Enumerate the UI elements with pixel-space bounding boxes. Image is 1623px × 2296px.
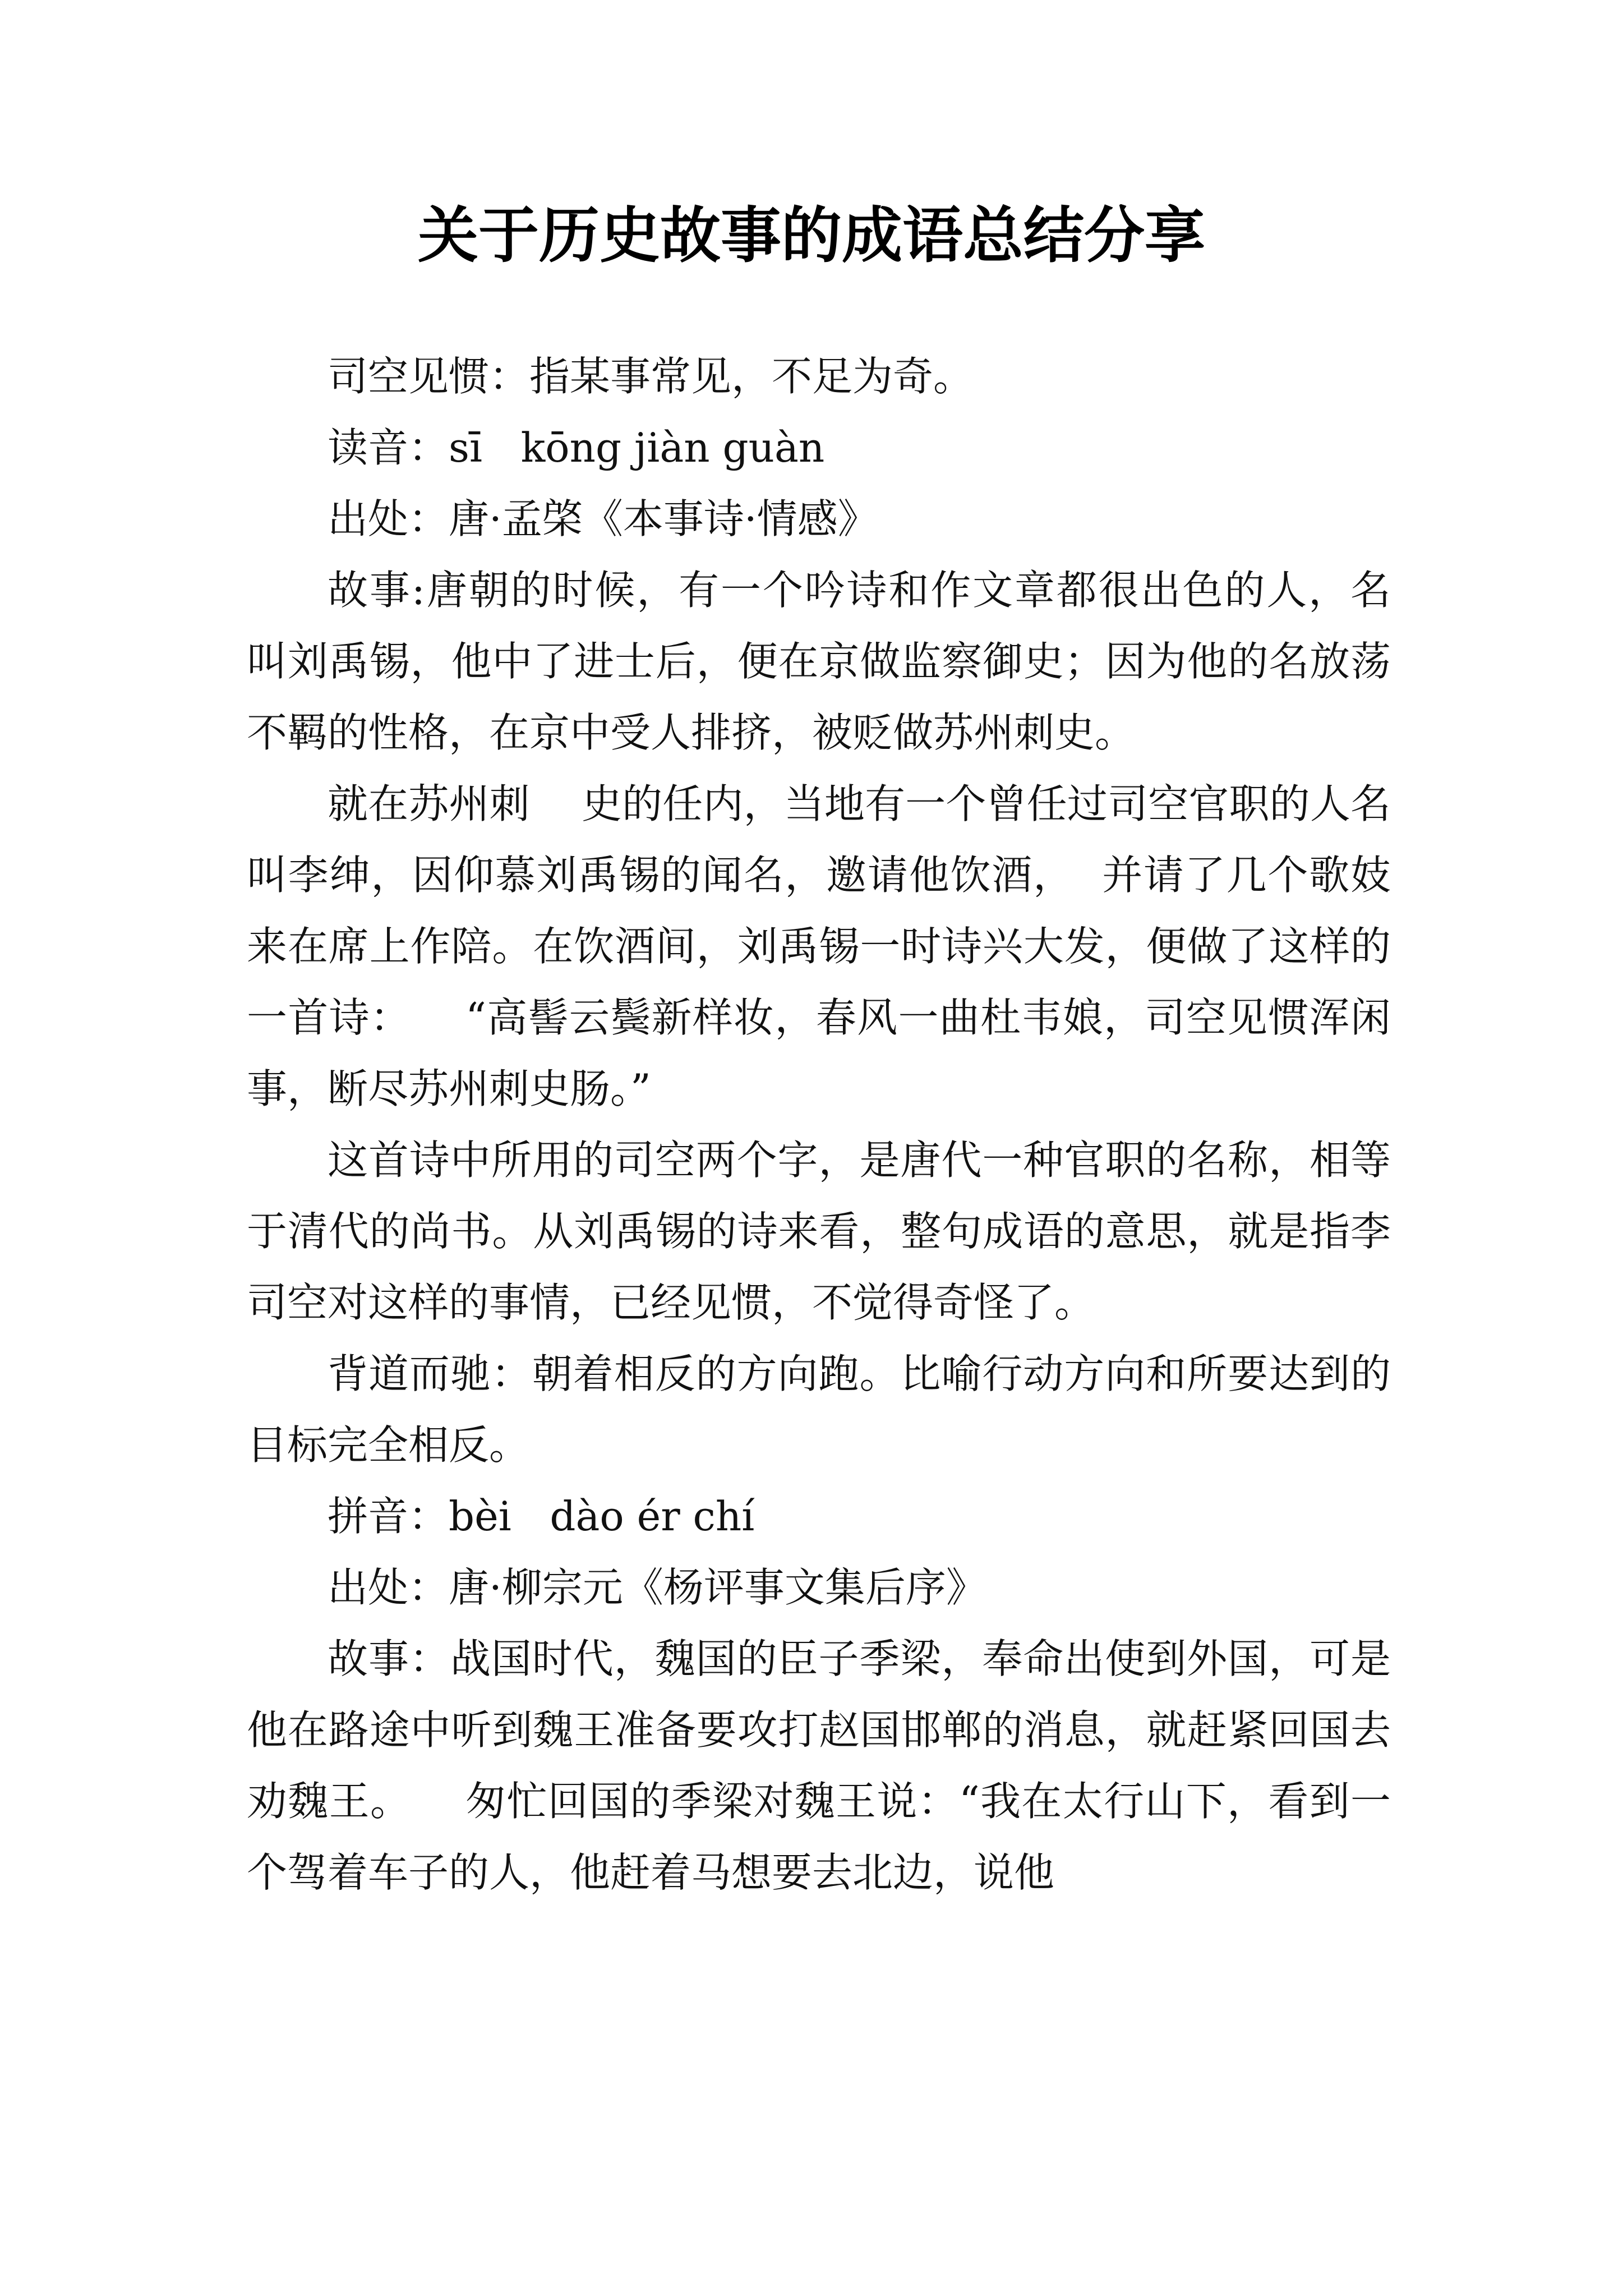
paragraph-story-beidao: 故事：战国时代，魏国的臣子季梁，奉命出使到外国，可是他在路途中听到魏王准备要攻打赵国邯郸的消息，就赶紧回国去劝魏王。 匆忙回国的季梁对魏王说：“我在太行山下，看到一个驾着车子的人，他赶着马想要去北边，说他 <box>247 1635 1391 1896</box>
paragraph-story-sikong-poem: 就在苏州刺 史的任内，当地有一个曾任过司空官职的人名叫李绅，因仰慕刘禹锡的闻名，邀请他饮酒， 并请了几个歌妓来在席上作陪。在饮酒间，刘禹锡一时诗兴大发，便做了这样的一首诗： “高髻云鬓新样妆，春风一曲杜韦娘，司空见惯浑闲事，断尽苏州刺史肠。” <box>247 780 1391 1112</box>
document-body <box>247 341 1391 1908</box>
paragraph-definition-sikong: 司空见惯：指某事常见，不足为奇。 <box>328 353 974 400</box>
document-title: 关于历史故事的成语总结分享 <box>417 200 1205 271</box>
paragraph-pronunciation-sikong: 读音：sī kōng jiàn guàn <box>328 424 825 471</box>
paragraph-explanation-sikong: 这首诗中所用的司空两个字，是唐代一种官职的名称，相等于清代的尚书。从刘禹锡的诗来看，整句成语的意思，就是指李司空对这样的事情，已经见惯，不觉得奇怪了。 <box>247 1137 1391 1326</box>
paragraph-story-sikong: 故事:唐朝的时候，有一个吟诗和作文章都很出色的人，名叫刘禹锡，他中了进士后，便在京做监察御史；因为他的名放荡不羁的性格，在京中受人排挤，被贬做苏州刺史。 <box>247 567 1391 756</box>
paragraph-definition-beidao: 背道而驰：朝着相反的方向跑。比喻行动方向和所要达到的目标完全相反。 <box>247 1350 1391 1469</box>
paragraph-source-sikong: 出处：唐·孟棨《本事诗·情感》 <box>328 495 878 542</box>
paragraph-pinyin-beidao: 拼音：bèi dào ér chí <box>328 1493 755 1540</box>
paragraph-source-beidao: 出处：唐·柳宗元《杨评事文集后序》 <box>328 1564 986 1611</box>
